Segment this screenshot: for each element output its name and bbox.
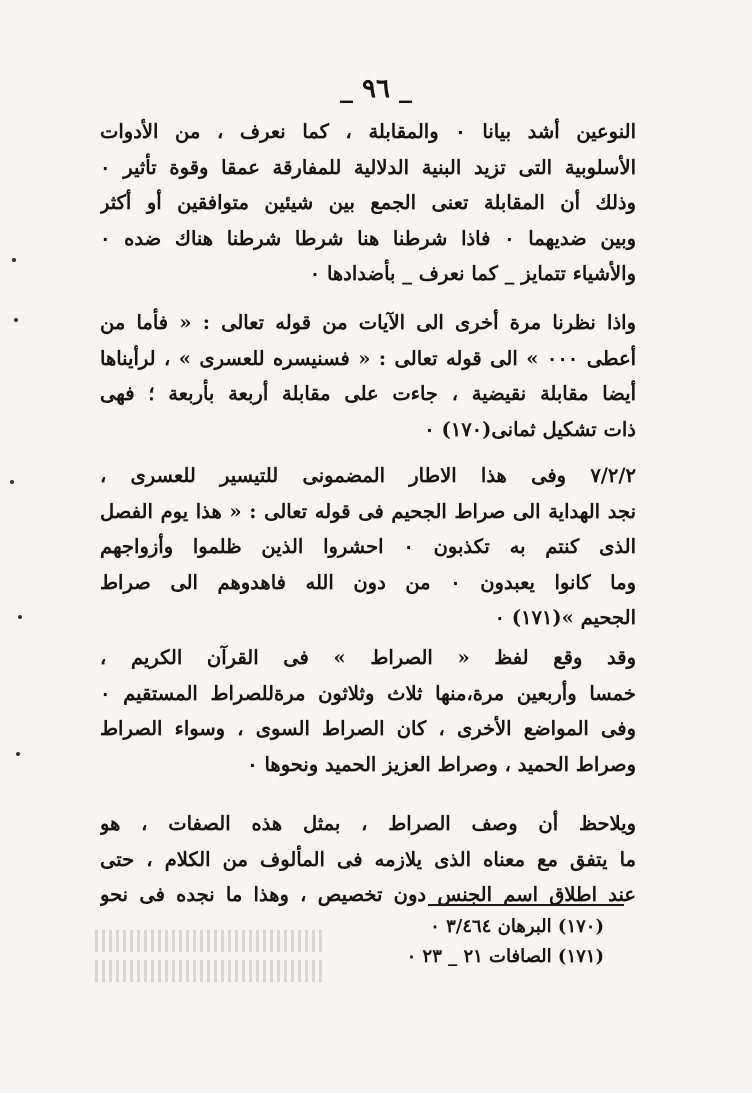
text-line: أيضا مقابلة نقيضية ، جاءت على مقابلة أربعة بأربعة ؛ فهى (100, 382, 636, 405)
paragraph-3 (100, 458, 636, 636)
text-line: ويلاحظ أن وصف الصراط ، بمثل هذه الصفات ، هو (100, 812, 636, 835)
text-line: الذى كنتم به تكذبون ٠ احشروا الذين ظلموا وأزواجهم (100, 535, 636, 558)
text-line: والأشياء تتمايز _ كما نعرف _ بأضدادها ٠ (309, 262, 636, 285)
margin-speck (14, 318, 18, 322)
paragraph-2 (100, 305, 636, 447)
paragraph-4 (100, 640, 636, 782)
text-line: ٧/٢/٢ وفى هذا الاطار المضمونى للتيسير للعسرى ، (100, 464, 636, 487)
text-line: عند اطلاق اسم الجنس دون تخصيص ، وهذا ما نجده فى نحو (100, 883, 636, 906)
text-line: أعطى ٠٠٠ » الى قوله تعالى : « فسنيسره للعسرى » ، لرأيناها (100, 346, 636, 370)
bleed-through-mark (95, 960, 325, 982)
text-line: ما يتفق مع معناه الذى يلازمه فى المألوف من الكلام ، حتى (100, 847, 636, 871)
text-line: واذا نظرنا مرة أخرى الى الآيات من قوله تعالى : « فأما من (100, 311, 636, 334)
text-line: نجد الهداية الى صراط الجحيم فى قوله تعالى : « هذا يوم الفصل (100, 499, 636, 523)
paragraph-5 (100, 806, 636, 913)
margin-speck (12, 258, 16, 262)
text-line: النوعين أشد بيانا ٠ والمقابلة ، كما نعرف ، من الأدوات (100, 120, 636, 143)
bleed-through-mark (95, 930, 325, 952)
text-line: الجحيم »(١٧١) ٠ (494, 606, 636, 629)
text-line: وذلك أن المقابلة تعنى الجمع بين شيئين متوافقين أو أكثر (100, 191, 636, 214)
text-line: وقد وقع لفظ « الصراط » فى القرآن الكريم ، (100, 646, 636, 669)
text-line: وصراط الحميد ، وصراط العزيز الحميد ونحوها ٠ (247, 752, 636, 776)
text-line: وفى المواضع الأخرى ، كان الصراط السوى ، وسواء الصراط (100, 717, 636, 740)
text-line: خمسا وأربعين مرة،منها ثلاث وثلاثون مرةللصراط المستقيم ٠ (100, 681, 636, 705)
text-line: الأسلوبية التى تزيد البنية الدلالية للمفارقة عمقا وقوة تأثير ٠ (100, 155, 636, 179)
margin-speck (18, 615, 22, 619)
text-line: ذات تشكيل ثمانى(١٧٠) ٠ (424, 417, 636, 441)
page-number: _ ٩٦ _ (339, 74, 413, 104)
footnote-separator (428, 904, 624, 906)
margin-speck (10, 480, 14, 484)
text-line: وبين ضديهما ٠ فاذا شرطنا هنا شرطا شرطنا هناك ضده ٠ (100, 226, 636, 250)
paragraph-1 (100, 114, 636, 292)
footnote-171: (١٧١) الصافات ٢١ _ ٢٣ ٠ (406, 946, 604, 967)
footnotes (340, 912, 604, 972)
margin-speck (16, 752, 20, 756)
text-line: وما كانوا يعبدون ٠ من دون الله فاهدوهم الى صراط (100, 570, 636, 594)
footnote-170: (١٧٠) البرهان ٣/٤٦٤ ٠ (430, 916, 604, 937)
